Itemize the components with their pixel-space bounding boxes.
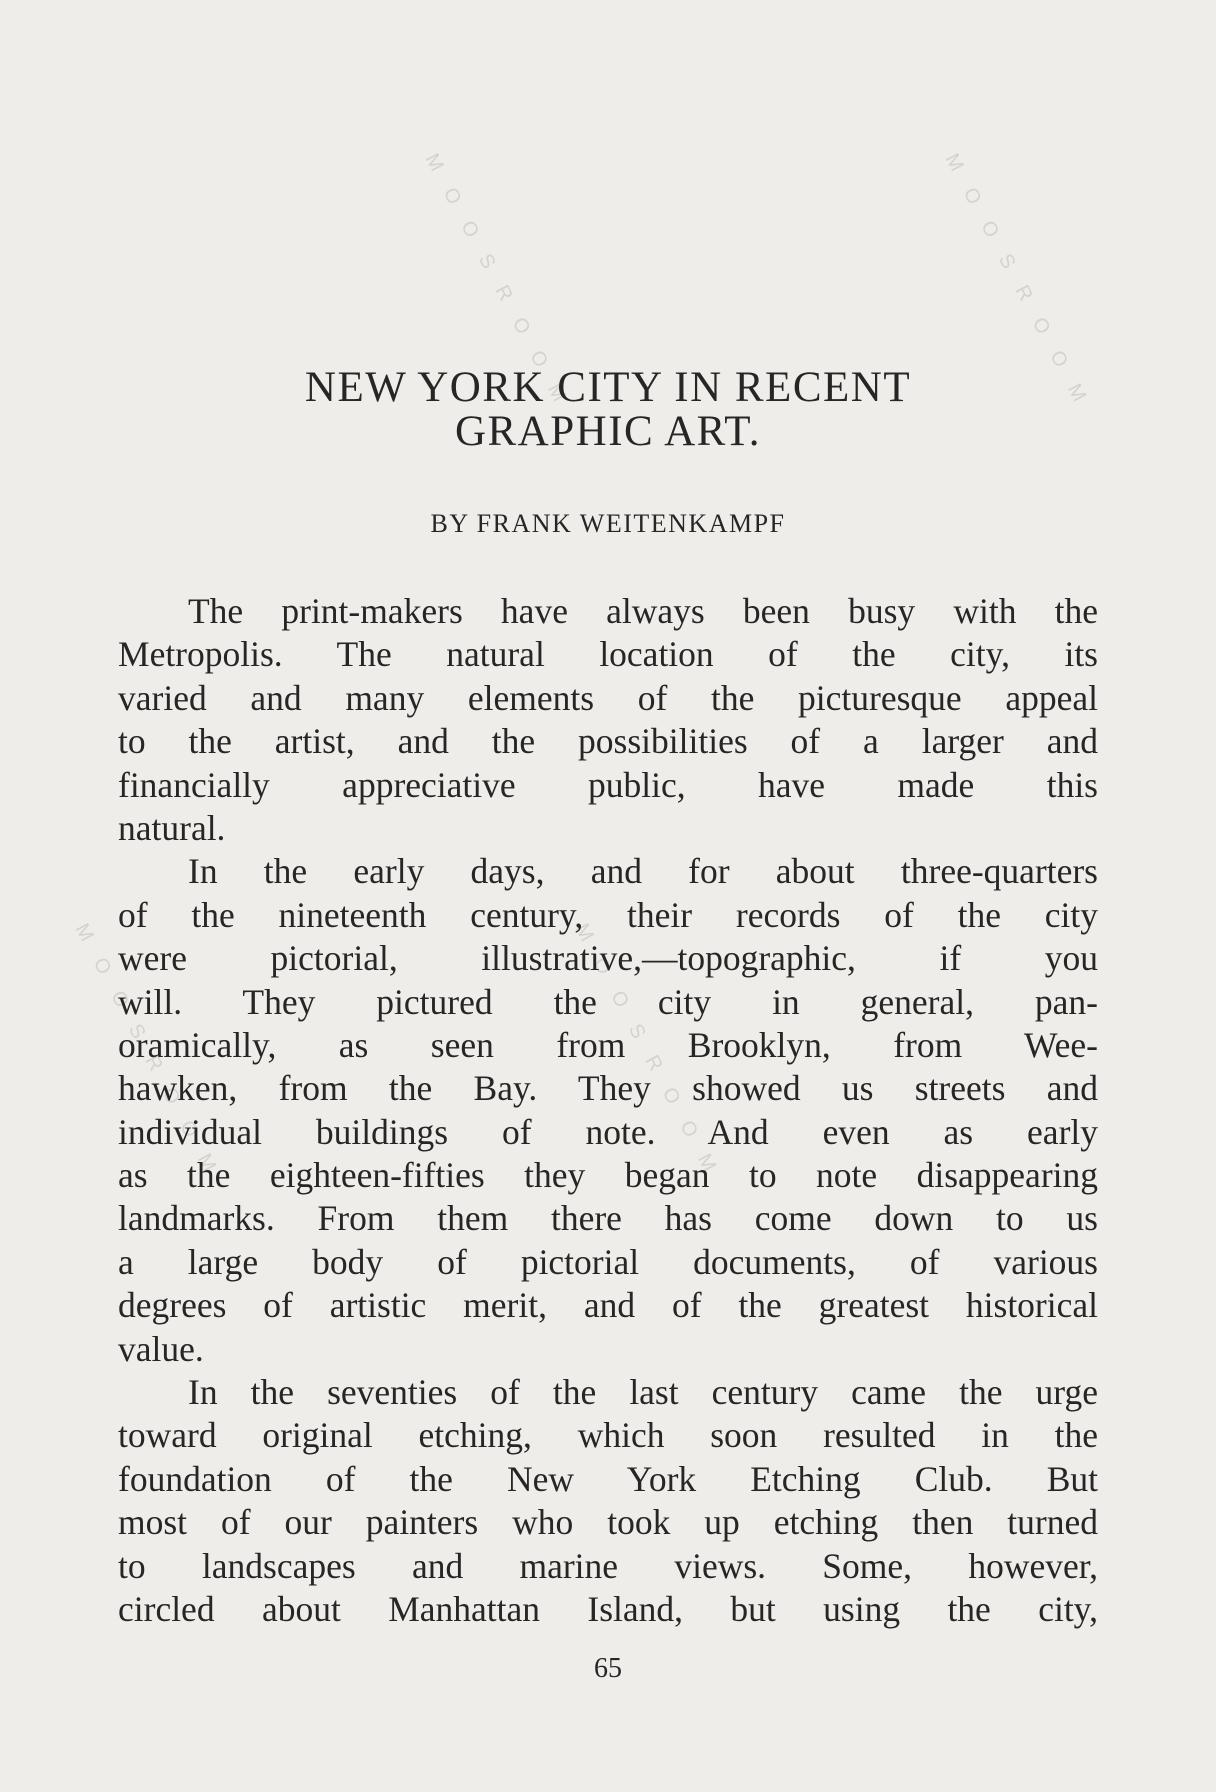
text-line: foundation of the New York Etching Club. But bbox=[118, 1458, 1098, 1499]
article-title-line-1: NEW YORK CITY IN RECENT bbox=[304, 364, 912, 411]
text-line: value. bbox=[118, 1328, 204, 1369]
library-stamp-watermark: MOOSROOM bbox=[940, 150, 1101, 425]
text-line: varied and many elements of the picturesque appeal bbox=[118, 677, 1098, 718]
text-line: The print-makers have always been busy with the bbox=[188, 591, 1098, 631]
paragraph bbox=[118, 590, 1098, 850]
text-line: Metropolis. The natural location of the city, its bbox=[118, 634, 1098, 675]
text-line: hawken, from the Bay. They showed us streets and bbox=[118, 1068, 1098, 1109]
text-line: were pictorial, illustrative,—topographic, if you bbox=[118, 938, 1098, 979]
text-line: natural. bbox=[118, 807, 226, 848]
library-stamp-watermark: MOOSROOM bbox=[70, 920, 231, 1195]
paragraph bbox=[118, 850, 1098, 1371]
text-line: individual buildings of note. And even as early bbox=[118, 1111, 1098, 1152]
text-line: as the eighteen-fifties they began to note disappearing bbox=[118, 1155, 1098, 1196]
text-line: circled about Manhattan Island, but using the city, bbox=[118, 1588, 1098, 1629]
text-line: most of our painters who took up etching then turned bbox=[118, 1502, 1098, 1543]
author-byline: BY FRANK WEITENKAMPF bbox=[430, 509, 786, 538]
text-line: to the artist, and the possibilities of a larger and bbox=[118, 721, 1098, 762]
text-line: toward original etching, which soon resulted in the bbox=[118, 1415, 1098, 1456]
library-stamp-watermark: MOOSROOM bbox=[420, 150, 581, 425]
article-body bbox=[118, 590, 1098, 1631]
library-stamp-watermark: MOOSROOM bbox=[570, 920, 731, 1195]
article-title-line-2: GRAPHIC ART. bbox=[454, 408, 762, 455]
text-line: oramically, as seen from Brooklyn, from Wee- bbox=[118, 1024, 1098, 1065]
paragraph bbox=[118, 1371, 1098, 1631]
page-number: 65 bbox=[594, 1653, 622, 1684]
text-line: financially appreciative public, have made this bbox=[118, 764, 1098, 805]
text-line: In the early days, and for about three-quarters bbox=[188, 851, 1098, 892]
text-line: In the seventies of the last century came the urge bbox=[188, 1372, 1098, 1413]
text-line: to landscapes and marine views. Some, however, bbox=[118, 1545, 1098, 1586]
text-line: will. They pictured the city in general, pan- bbox=[118, 981, 1098, 1022]
article-title bbox=[118, 366, 1098, 454]
text-line: a large body of pictorial documents, of various bbox=[118, 1241, 1098, 1282]
text-line: degrees of artistic merit, and of the greatest historical bbox=[118, 1285, 1098, 1326]
text-line: landmarks. From them there has come down to us bbox=[118, 1198, 1098, 1239]
text-line: of the nineteenth century, their records of the city bbox=[118, 894, 1098, 935]
